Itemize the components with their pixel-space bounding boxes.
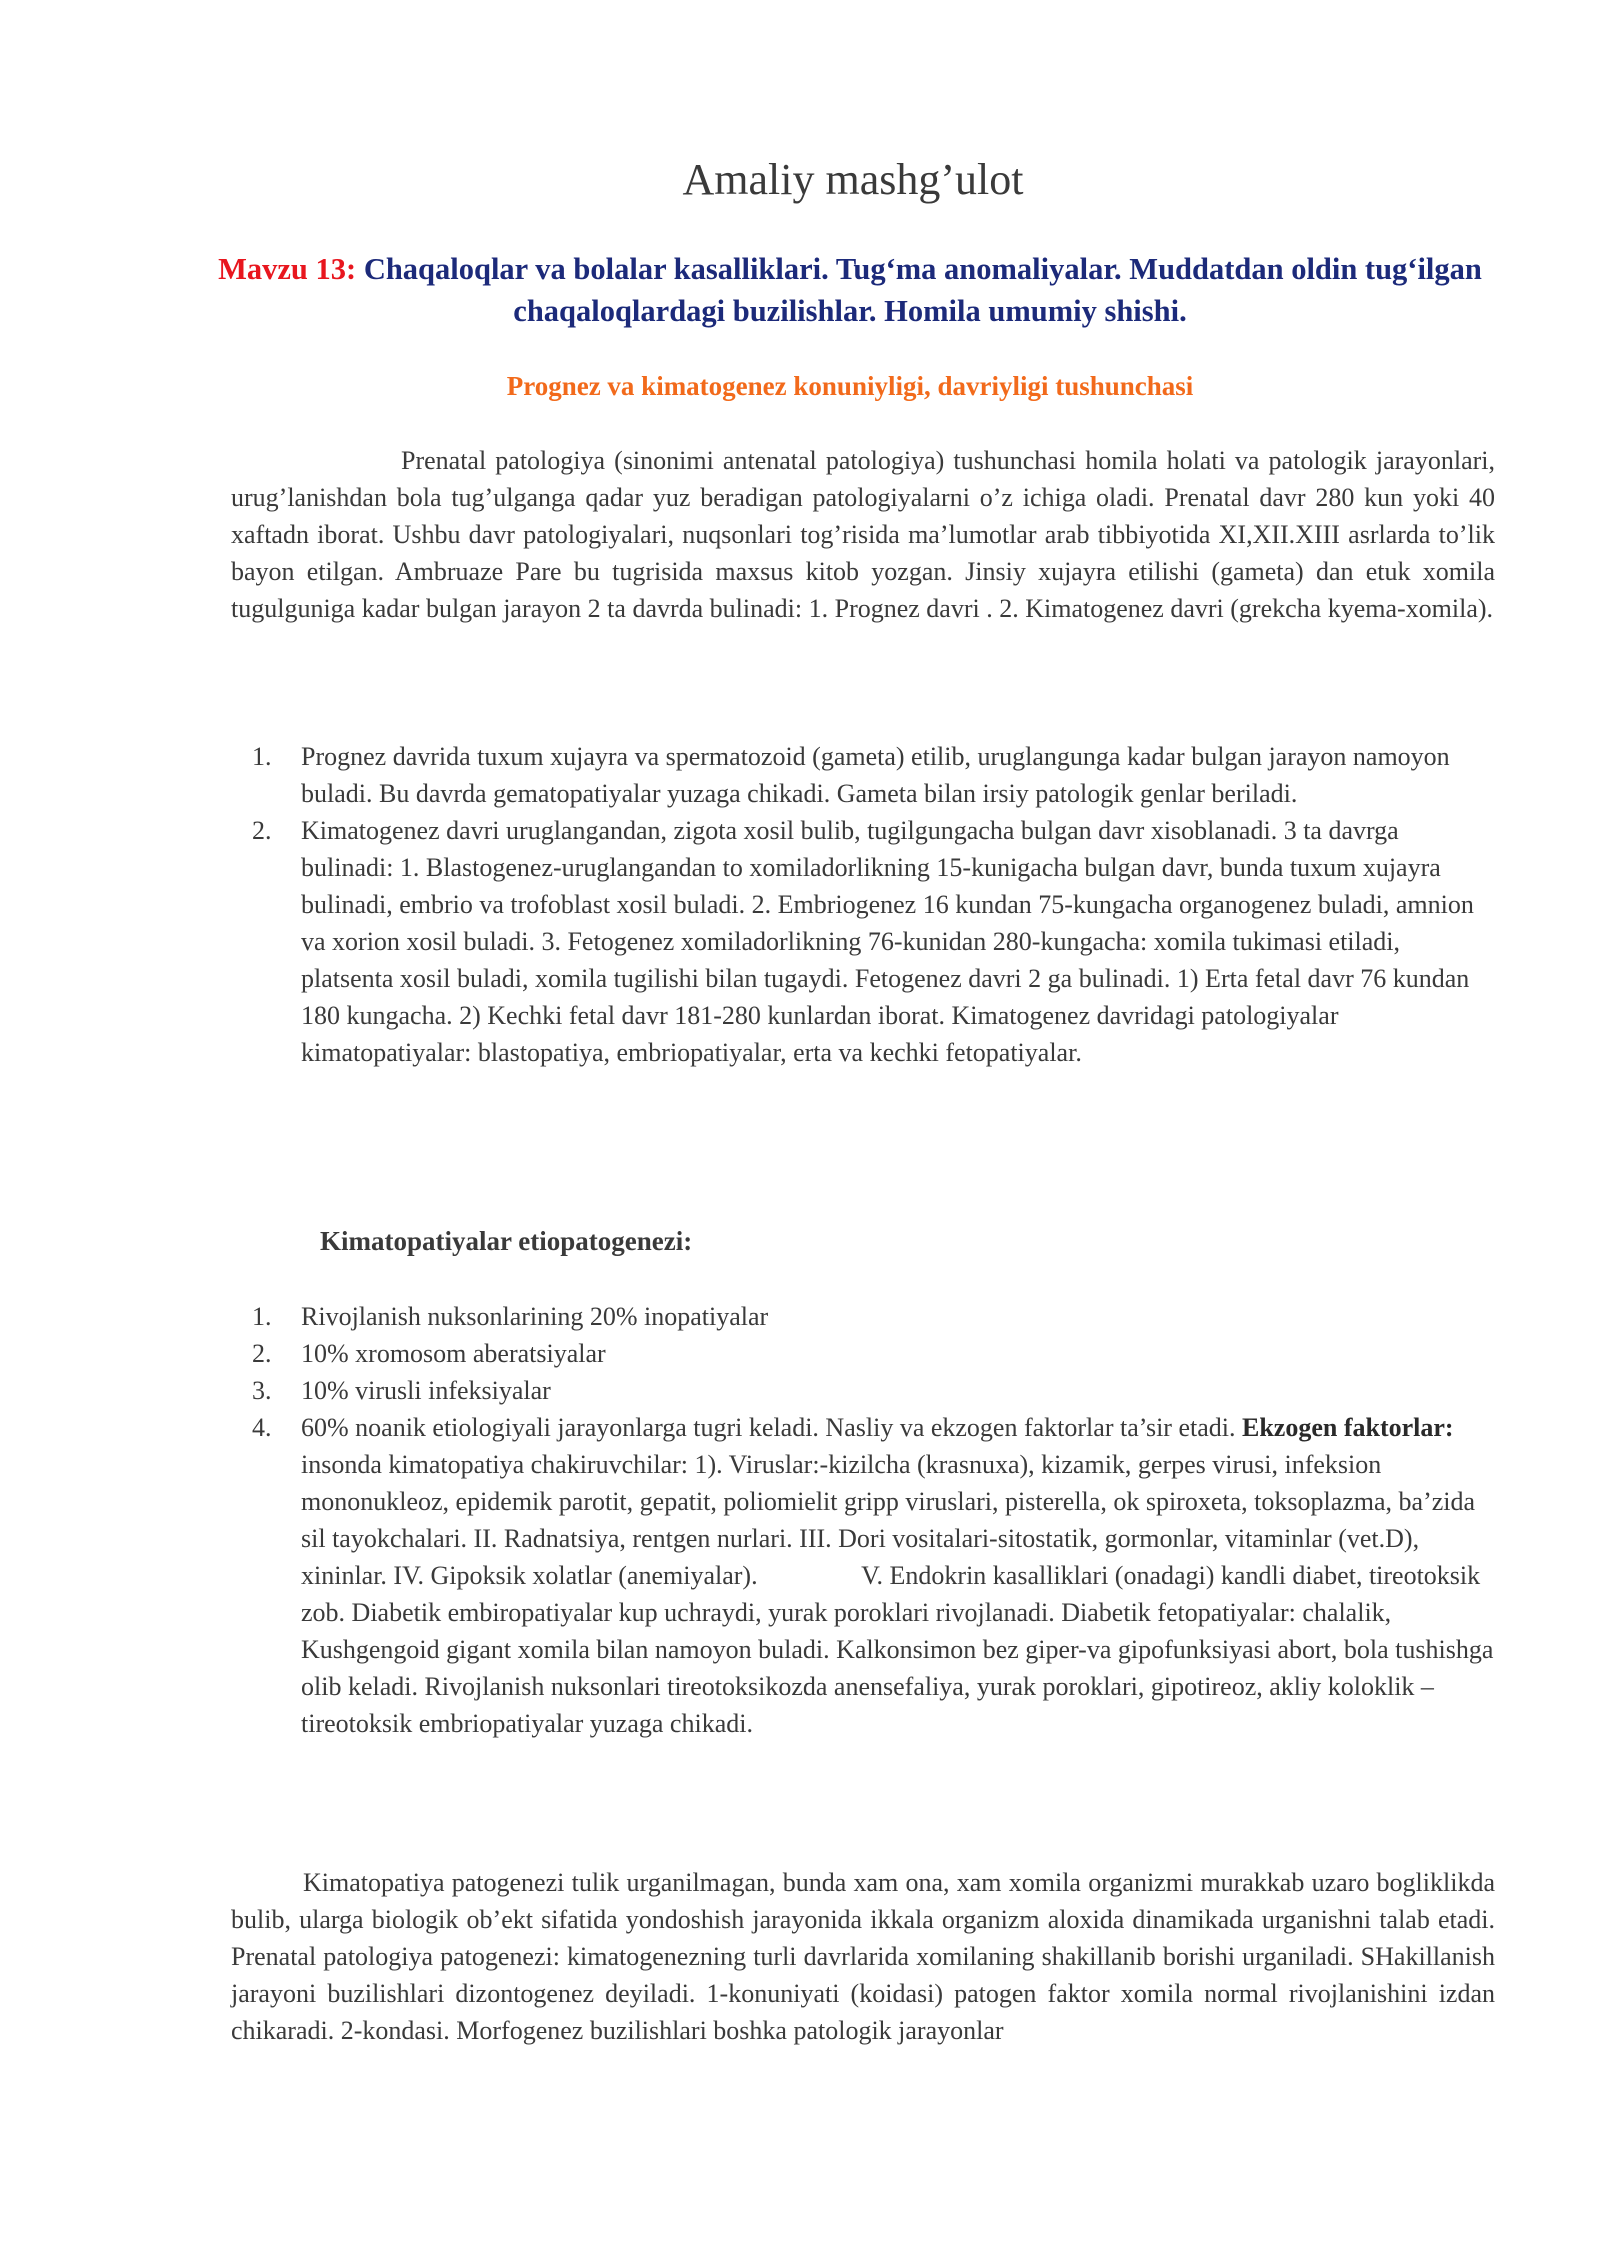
list-item-text: insonda kimatopatiya chakiruvchilar: 1). Viruslar:-kizilcha (krasnuxa), kizamik, gerpes virusi, infeksion mononukleoz, epidemik parotit, gepatit, poliomielit gripp viruslari, pisterella, ok spiroxeta, toksoplazma, ba’zida sil tayokchalari. II. Radnatsiya, rentgen nurlari. III. Dori vositalari-sitostatik, gormonlar, vitaminlar (vet.D), xininlar. IV. Gipoksik xolatlar (anemiyalar). V. Endokrin kasalliklari (onadagi) kandli diabet, tireotoksik zob. Diabetik embiropatiyalar kup uchraydi, yurak poroklari rivojlanadi. Diabetik fetopatiyalar: chalalik, Kushgengoid gigant xomila bilan namoyon buladi. Kalkonsimon bez giper-va gipofunksiyasi abort, bola tushishga olib keladi. Rivojlanish nuksonlari tireotoksikozda anensefaliya, yurak poroklari, gipotireoz, akliy koloklik – tireotoksik embriopatiyalar yuzaga chikadi. bbox=[301, 1413, 1500, 1738]
list-item bbox=[231, 738, 1495, 812]
list-number: 1. bbox=[252, 742, 272, 771]
list-number: 2. bbox=[252, 816, 272, 845]
topic-text: Chaqaloqlar va bolalar kasalliklari. Tug‘ma anomaliyalar. Muddatdan oldin tug‘ilgan chaqaloqlardagi buzilishlar. Homila umumiy shishi. bbox=[363, 252, 1482, 328]
list-number: 3. bbox=[252, 1376, 272, 1405]
subtopic-heading: Prognez va kimatogenez konuniyligi, davriyligi tushunchasi bbox=[506, 371, 1194, 401]
section-heading: Kimatopatiyalar etiopatogenezi: bbox=[320, 1226, 693, 1256]
intro-paragraph: Prenatal patologiya (sinonimi antenatal patologiya) tushunchasi homila holati va patologik jarayonlari, urug’lanishdan bola tug’ulganga qadar yuz beradigan patologiyalarni o’z ichiga oladi. Prenatal davr 280 kun yoki 40 xaftadn iborat. Ushbu davr patologiyalari, nuqsonlari tog’risida ma’lumotlar arab tibbiyotida XI,XII.XIII asrlarda to’lik bayon etilgan. Ambruaze Pare bu tugrisida maxsus kitob yozgan. Jinsiy xujayra etilishi (gameta) dan etuk xomila tugulguniga kadar bulgan jarayon 2 ta davrda bulinadi: 1. Prognez davri . 2. Kimatogenez davri (grekcha kyema-xomila). bbox=[231, 446, 1495, 623]
list-item bbox=[231, 812, 1495, 1071]
list-item bbox=[231, 1409, 1500, 1742]
list-item-text: 60% noanik etiologiyali jarayonlarga tugri keladi. Nasliy va ekzogen faktorlar ta’sir etadi. bbox=[301, 1413, 1242, 1442]
list-item-text: 10% virusli infeksiyalar bbox=[301, 1376, 551, 1405]
list-number: 1. bbox=[252, 1302, 272, 1331]
page-title: Amaliy mashg’ulot bbox=[682, 155, 1024, 204]
topic-heading bbox=[200, 248, 1500, 332]
periods-list bbox=[231, 738, 1495, 1071]
list-item-text: 10% xromosom aberatsiyalar bbox=[301, 1339, 606, 1368]
etiology-list bbox=[231, 1298, 1500, 1742]
list-item bbox=[231, 1298, 1495, 1335]
list-number: 2. bbox=[252, 1339, 272, 1368]
list-item bbox=[231, 1372, 1495, 1409]
bold-term: Ekzogen faktorlar: bbox=[1242, 1413, 1454, 1442]
list-item-text: Prognez davrida tuxum xujayra va spermatozoid (gameta) etilib, uruglangunga kadar bulgan jarayon namoyon buladi. Bu davrda gematopatiyalar yuzaga chikadi. Gameta bilan irsiy patologik genlar beriladi. bbox=[301, 742, 1450, 808]
list-number: 4. bbox=[252, 1413, 272, 1442]
list-item-text: Rivojlanish nuksonlarining 20% inopatiyalar bbox=[301, 1302, 769, 1331]
topic-label: Mavzu 13: bbox=[218, 252, 357, 286]
list-item-text: Kimatogenez davri uruglangandan, zigota xosil bulib, tugilgungacha bulgan davr xisoblanadi. 3 ta davrga bulinadi: 1. Blastogenez-uruglangandan to xomiladorlikning 15-kunigacha bulgan davr, bunda tuxum xujayra bulinadi, embrio va trofoblast xosil buladi. 2. Embriogenez 16 kundan 75-kungacha organogenez buladi, amnion va xorion xosil buladi. 3. Fetogenez xomiladorlikning 76-kunidan 280-kungacha: xomila tukimasi etiladi, platsenta xosil buladi, xomila tugilishi bilan tugaydi. Fetogenez davri 2 ga bulinadi. 1) Erta fetal davr 76 kundan 180 kungacha. 2) Kechki fetal davr 181-280 kunlardan iborat. Kimatogenez davridagi patologiyalar kimatopatiyalar: blastopatiya, embriopatiyalar, erta va kechki fetopatiyalar. bbox=[301, 816, 1474, 1067]
list-item bbox=[231, 1335, 1495, 1372]
pathogenesis-paragraph: Kimatopatiya patogenezi tulik urganilmagan, bunda xam ona, xam xomila organizmi murakkab uzaro bogliklikda bulib, ularga biologik ob’ekt sifatida yondoshish jarayonida ikkala organizm aloxida dinamikada urganishni talab etadi. Prenatal patologiya patogenezi: kimatogenezning turli davrlarida xomilaning shakillanib borishi urganiladi. SHakillanish jarayoni buzilishlari dizontogenez deyiladi. 1-konuniyati (koidasi) patogen faktor xomila normal rivojlanishini izdan chikaradi. 2-kondasi. Morfogenez buzilishlari boshka patologik jarayonlar bbox=[231, 1868, 1495, 2045]
